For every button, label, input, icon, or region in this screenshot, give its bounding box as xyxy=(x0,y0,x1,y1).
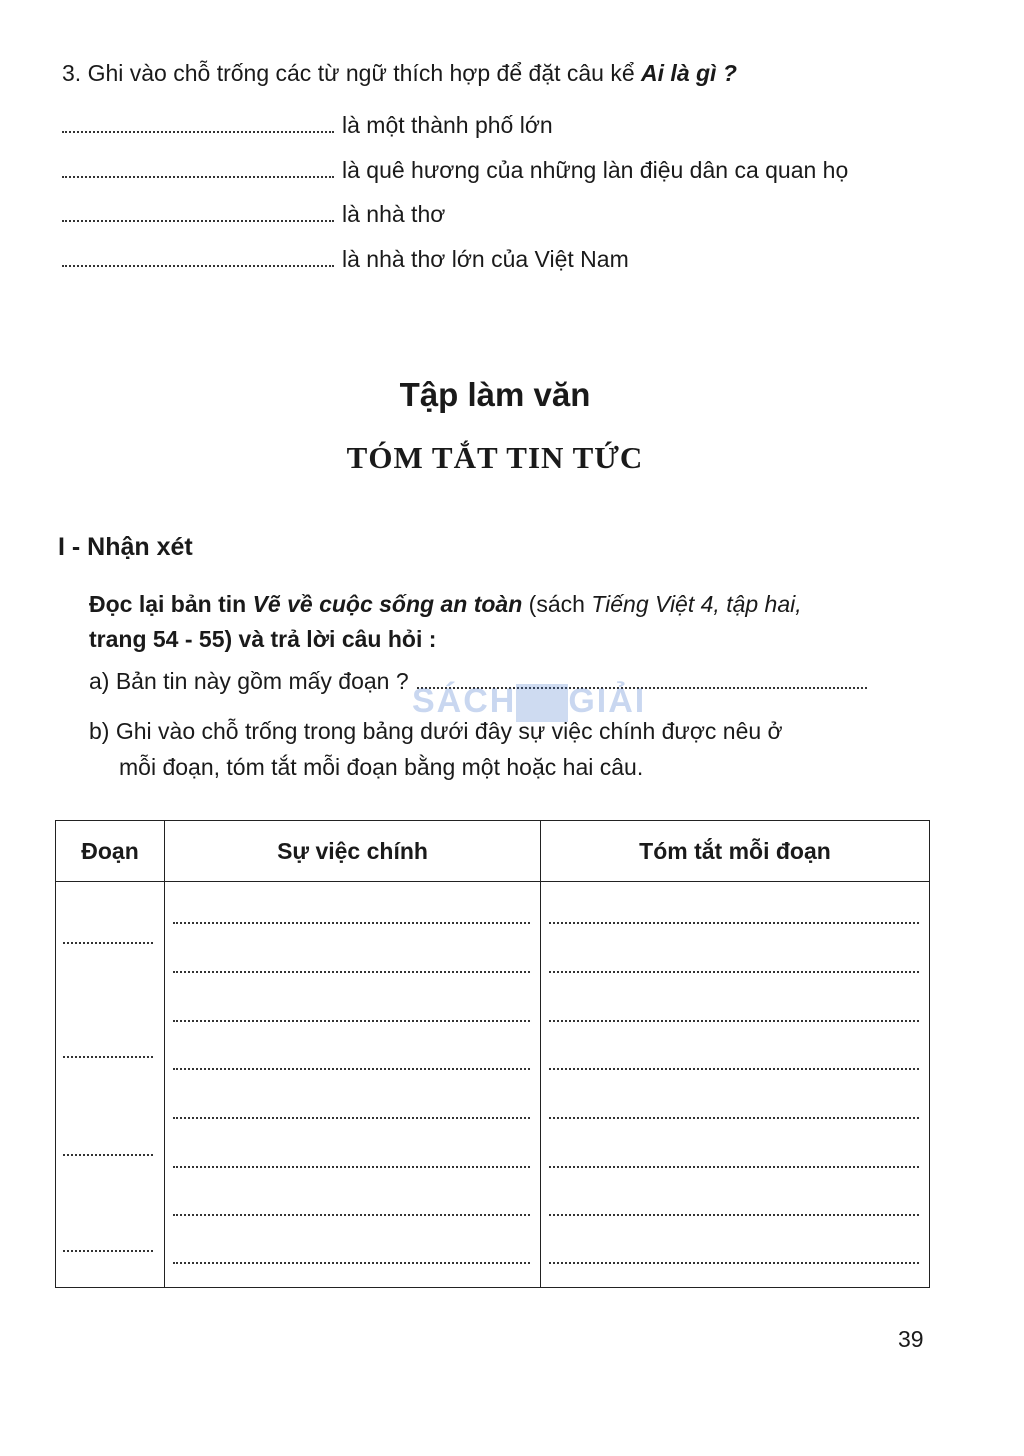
fill-line-1 xyxy=(62,112,553,139)
watermark-logo xyxy=(412,682,646,722)
tom-tat-blank-6[interactable] xyxy=(549,1164,919,1168)
exercise-3-text: 3. Ghi vào chỗ trống các từ ngữ thích hợp để đặt câu kể xyxy=(62,60,642,86)
tom-tat-blank-4[interactable] xyxy=(549,1066,919,1070)
doan-blank-2[interactable] xyxy=(63,1054,153,1058)
su-viec-blank-4[interactable] xyxy=(173,1066,530,1070)
su-viec-blank-7[interactable] xyxy=(173,1212,530,1216)
question-a-text: a) Bản tin này gồm mấy đoạn ? xyxy=(89,668,409,694)
su-viec-blank-3[interactable] xyxy=(173,1018,530,1022)
tom-tat-blank-2[interactable] xyxy=(549,969,919,973)
su-viec-chinh-cell xyxy=(165,882,541,1288)
answer-blank-3[interactable] xyxy=(62,216,334,222)
doan-blank-1[interactable] xyxy=(63,940,153,944)
doan-blank-4[interactable] xyxy=(63,1248,153,1252)
answer-blank-4[interactable] xyxy=(62,261,334,267)
fill-line-4-text: là nhà thơ lớn của Việt Nam xyxy=(342,246,629,272)
watermark-text-left: SÁCH xyxy=(412,682,517,720)
fill-line-4 xyxy=(62,246,629,273)
exercise-3-emphasis: Ai là gì ? xyxy=(641,60,737,86)
page-number: 39 xyxy=(898,1326,924,1352)
tom-tat-blank-3[interactable] xyxy=(549,1018,919,1022)
question-b xyxy=(89,713,939,785)
header-tom-tat: Tóm tắt mỗi đoạn xyxy=(541,821,930,882)
intro-text-2: (sách xyxy=(522,591,592,617)
answer-blank-2[interactable] xyxy=(62,172,334,178)
answer-blank-1[interactable] xyxy=(62,127,334,133)
section-heading: I - Nhận xét xyxy=(58,533,193,561)
exercise-3-prompt xyxy=(62,60,737,87)
fill-line-2-text: là quê hương của những làn điệu dân ca quan họ xyxy=(342,157,849,183)
tom-tat-blank-7[interactable] xyxy=(549,1212,919,1216)
su-viec-blank-8[interactable] xyxy=(173,1260,530,1264)
summary-table xyxy=(55,820,930,1288)
section-intro xyxy=(89,587,934,657)
fill-line-3 xyxy=(62,201,445,228)
fill-line-2 xyxy=(62,157,848,184)
su-viec-blank-1[interactable] xyxy=(173,920,530,924)
tom-tat-blank-5[interactable] xyxy=(549,1115,919,1119)
intro-text-3: trang 54 - 55) và trả lời câu hỏi : xyxy=(89,626,437,652)
lesson-subtitle: TÓM TẮT TIN TỨC xyxy=(346,440,644,475)
table-header-row xyxy=(56,821,930,882)
header-doan: Đoạn xyxy=(56,821,165,882)
doan-cell xyxy=(56,882,165,1288)
question-b-line-1: b) Ghi vào chỗ trống trong bảng dưới đây sự việc chính được nêu ở xyxy=(89,718,783,744)
tom-tat-blank-8[interactable] xyxy=(549,1260,919,1264)
tom-tat-blank-1[interactable] xyxy=(549,920,919,924)
intro-text-1: Đọc lại bản tin xyxy=(89,591,253,617)
fill-line-1-text: là một thành phố lớn xyxy=(342,112,553,138)
intro-book-title: Tiếng Việt 4, tập hai, xyxy=(591,591,802,617)
doan-blank-3[interactable] xyxy=(63,1152,153,1156)
watermark-text-right: GIẢI xyxy=(568,682,647,720)
lesson-title: Tập làm văn xyxy=(399,376,591,413)
su-viec-blank-2[interactable] xyxy=(173,969,530,973)
fill-line-3-text: là nhà thơ xyxy=(342,201,446,227)
tom-tat-cell xyxy=(541,882,930,1288)
watermark-box-icon xyxy=(516,684,568,722)
header-su-viec-chinh: Sự việc chính xyxy=(165,821,541,882)
intro-article-title: Vẽ về cuộc sống an toàn xyxy=(252,591,523,617)
su-viec-blank-6[interactable] xyxy=(173,1164,530,1168)
table-body-row xyxy=(56,882,930,1288)
su-viec-blank-5[interactable] xyxy=(173,1115,530,1119)
question-b-line-2: mỗi đoạn, tóm tắt mỗi đoạn bằng một hoặc hai câu. xyxy=(119,754,644,780)
